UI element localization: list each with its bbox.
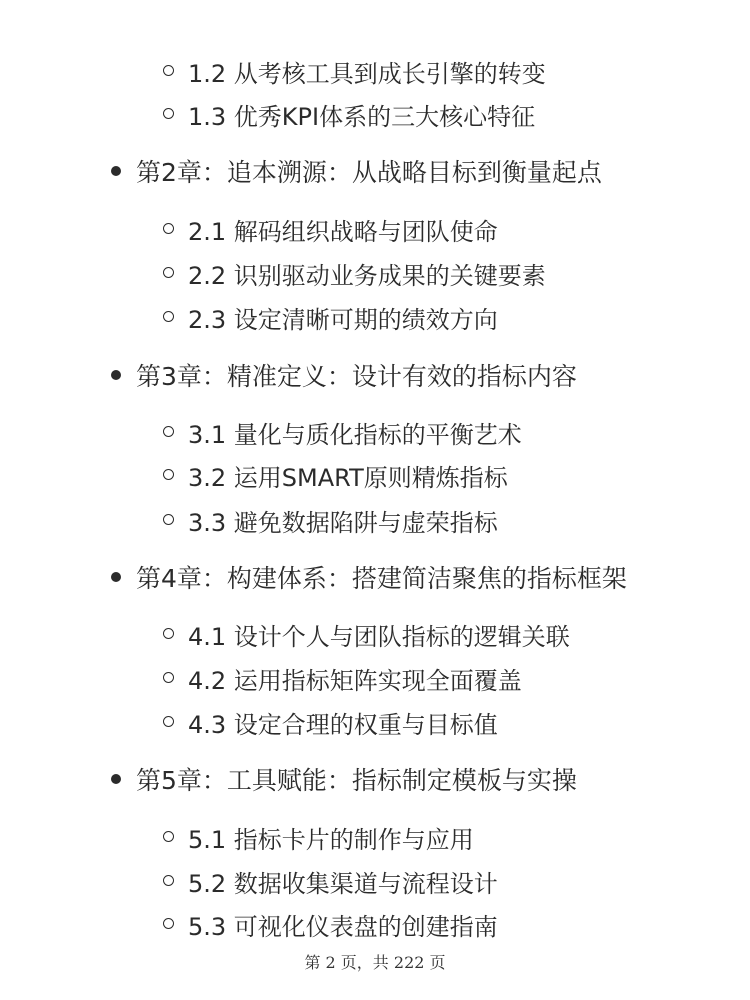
hollow-bullet-icon	[163, 514, 174, 525]
toc-item-text: 4.3 设定合理的权重与目标值	[188, 710, 498, 739]
hollow-bullet-icon	[163, 108, 174, 119]
toc-item-text: 第3章：精准定义：设计有效的指标内容	[136, 362, 577, 391]
toc-section-3-2	[0, 455, 750, 495]
hollow-bullet-icon	[163, 628, 174, 639]
toc-section-2-2	[0, 253, 750, 293]
toc-section-5-1	[0, 817, 750, 857]
toc-item-text: 3.1 量化与质化指标的平衡艺术	[188, 420, 522, 449]
toc-item-text: 1.3 优秀KPI体系的三大核心特征	[188, 102, 536, 131]
toc-section-2-3	[0, 297, 750, 337]
hollow-bullet-icon	[163, 918, 174, 929]
filled-bullet-icon	[111, 166, 121, 176]
toc-item-text: 第4章：构建体系：搭建简洁聚焦的指标框架	[136, 564, 627, 593]
toc-section-2-1	[0, 209, 750, 249]
toc-item-text: 第5章：工具赋能：指标制定模板与实操	[136, 766, 577, 795]
toc-section-1-3	[0, 94, 750, 134]
hollow-bullet-icon	[163, 426, 174, 437]
hollow-bullet-icon	[163, 267, 174, 278]
filled-bullet-icon	[111, 572, 121, 582]
hollow-bullet-icon	[163, 223, 174, 234]
page-indicator: 第 2 页，共 222 页	[304, 953, 446, 972]
hollow-bullet-icon	[163, 831, 174, 842]
hollow-bullet-icon	[163, 672, 174, 683]
toc-section-5-2	[0, 861, 750, 901]
hollow-bullet-icon	[163, 716, 174, 727]
toc-item-text: 5.3 可视化仪表盘的创建指南	[188, 912, 498, 941]
toc-chapter-4	[0, 557, 750, 597]
toc-section-5-3	[0, 904, 750, 944]
hollow-bullet-icon	[163, 875, 174, 886]
hollow-bullet-icon	[163, 469, 174, 480]
toc-item-text: 3.2 运用SMART原则精炼指标	[188, 463, 508, 492]
toc-section-4-3	[0, 702, 750, 742]
hollow-bullet-icon	[163, 311, 174, 322]
toc-item-text: 5.2 数据收集渠道与流程设计	[188, 869, 498, 898]
toc-section-3-1	[0, 412, 750, 452]
toc-item-text: 2.2 识别驱动业务成果的关键要素	[188, 261, 546, 290]
toc-item-text: 1.2 从考核工具到成长引擎的转变	[188, 59, 546, 88]
toc-section-4-2	[0, 658, 750, 698]
toc-chapter-3	[0, 355, 750, 395]
hollow-bullet-icon	[163, 65, 174, 76]
toc-item-text: 3.3 避免数据陷阱与虚荣指标	[188, 508, 498, 537]
toc-section-4-1	[0, 614, 750, 654]
toc-item-text: 2.3 设定清晰可期的绩效方向	[188, 305, 498, 334]
filled-bullet-icon	[111, 370, 121, 380]
toc-item-text: 4.2 运用指标矩阵实现全面覆盖	[188, 666, 522, 695]
toc-chapter-5	[0, 759, 750, 799]
toc-section-1-2	[0, 51, 750, 91]
toc-item-text: 第2章：追本溯源：从战略目标到衡量起点	[136, 158, 602, 187]
toc-item-text: 5.1 指标卡片的制作与应用	[188, 825, 474, 854]
toc-section-3-3	[0, 500, 750, 540]
toc-item-text: 4.1 设计个人与团队指标的逻辑关联	[188, 622, 570, 651]
filled-bullet-icon	[111, 774, 121, 784]
toc-chapter-2	[0, 151, 750, 191]
toc-item-text: 2.1 解码组织战略与团队使命	[188, 217, 498, 246]
